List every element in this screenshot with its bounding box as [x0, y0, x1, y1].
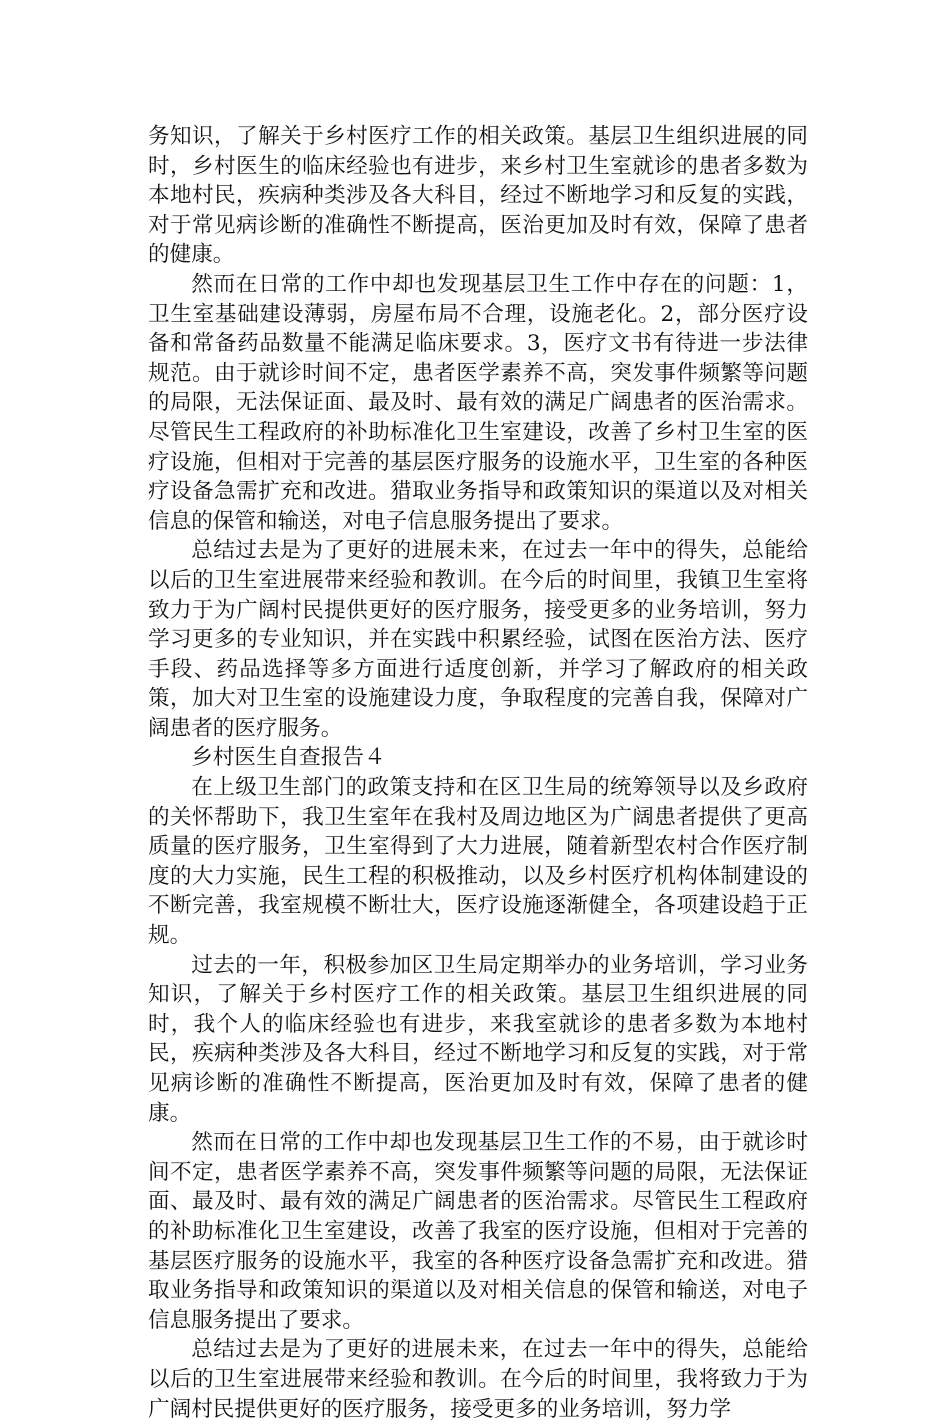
- section-heading: 乡村医生自查报告４: [191, 745, 386, 771]
- paragraph-continued: 务知识，了解关于乡村医疗工作的相关政策。基层卫生组织进展的同时，乡村医生的临床经验也有进步，来乡村卫生室就诊的患者多数为本地村民，疾病种类涉及各大科目，经过不断地学习和反复的实践，对于常见病诊断的准确性不断提高，医治更加及时有效，保障了患者的健康。: [148, 124, 808, 268]
- paragraph-problems: 然而在日常的工作中却也发现基层卫生工作中存在的问题：1，卫生室基础建设薄弱，房屋布局不合理，设施老化。2，部分医疗设备和常备药品数量不能满足临床要求。3，医疗文书有待进一步法律规范。由于就诊时间不定，患者医学素养不高，突发事件频繁等问题的局限，无法保证面、最及时、最有效的满足广阔患者的医治需求。尽管民生工程政府的补助标准化卫生室建设，改善了乡村卫生室的医疗设施，但相对于完善的基层医疗服务的设施水平，卫生室的各种医疗设备急需扩充和改进。猎取业务指导和政策知识的渠道以及对相关信息的保管和输送，对电子信息服务提出了要求。: [148, 271, 808, 534]
- paragraph-outlook: 总结过去是为了更好的进展未来，在过去一年中的得失，总能给以后的卫生室进展带来经验和教训。在今后的时间里，我将致力于为广阔村民提供更好的医疗服务，接受更多的业务培训，努力学: [148, 1337, 808, 1422]
- paragraph-training: 过去的一年，积极参加区卫生局定期举办的业务培训，学习业务知识，了解关于乡村医疗工作的相关政策。基层卫生组织进展的同时，我个人的临床经验也有进步，来我室就诊的患者多数为本地村民，疾病种类涉及各大科目，经过不断地学习和反复的实践，对于常见病诊断的准确性不断提高，医治更加及时有效，保障了患者的健康。: [148, 952, 808, 1126]
- paragraph-difficulties: 然而在日常的工作中却也发现基层卫生工作的不易，由于就诊时间不定，患者医学素养不高，突发事件频繁等问题的局限，无法保证面、最及时、最有效的满足广阔患者的医治需求。尽管民生工程政府的补助标准化卫生室建设，改善了我室的医疗设施，但相对于完善的基层医疗服务的设施水平，我室的各种医疗设备急需扩充和改进。猎取业务指导和政策知识的渠道以及对相关信息的保管和输送，对电子信息服务提出了要求。: [148, 1130, 808, 1333]
- document-body: [148, 122, 808, 1424]
- paragraph-intro: 在上级卫生部门的政策支持和在区卫生局的统筹领导以及乡政府的关怀帮助下，我卫生室年在我村及周边地区为广阔患者提供了更高质量的医疗服务，卫生室得到了大力进展，随着新型农村合作医疗制度的大力实施，民生工程的积极推动，以及乡村医疗机构体制建设的不断完善，我室规模不断壮大，医疗设施逐渐健全，各项建设趋于正规。: [148, 775, 808, 949]
- paragraph-summary: 总结过去是为了更好的进展未来，在过去一年中的得失，总能给以后的卫生室进展带来经验和教训。在今后的时间里，我镇卫生室将致力于为广阔村民提供更好的医疗服务，接受更多的业务培训，努力学习更多的专业知识，并在实践中积累经验，试图在医治方法、医疗手段、药品选择等多方面进行适度创新，并学习了解政府的相关政策，加大对卫生室的设施建设力度，争取程度的完善自我，保障对广阔患者的医疗服务。: [148, 538, 808, 741]
